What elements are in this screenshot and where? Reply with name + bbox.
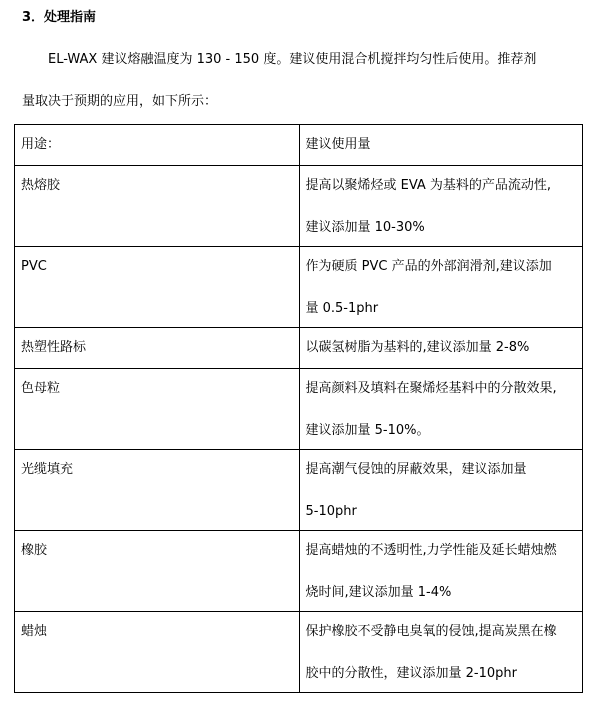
table-header-row: [15, 125, 583, 166]
amount-cell: [299, 166, 583, 247]
amount-line: 胶中的分散性，建议添加量 2-10phr: [305, 666, 517, 681]
amount-line: 量 0.5-1phr: [305, 301, 379, 316]
section-heading: 3．处理指南: [22, 10, 97, 25]
table-row: [15, 612, 583, 693]
use-cell: 橡胶: [15, 531, 300, 612]
intro-paragraph-line-1: EL-WAX 建议熔融温度为 130 - 150 度。建议使用混合机搅拌均匀性后使用。推荐剂: [48, 52, 537, 67]
header-cell-amount: 建议使用量: [299, 125, 583, 166]
amount-line: 提高蜡烛的不透明性,力学性能及延长蜡烛燃: [305, 543, 557, 558]
amount-cell: [299, 328, 583, 369]
amount-cell: [299, 531, 583, 612]
table-row: [15, 328, 583, 369]
table-row: [15, 450, 583, 531]
header-cell-use: 用途：: [15, 125, 300, 166]
amount-line: 以碳氢树脂为基料的,建议添加量 2-8%: [305, 340, 530, 355]
intro-paragraph-line-2: 量取决于预期的应用，如下所示：: [22, 94, 218, 109]
use-cell: PVC: [15, 247, 300, 328]
amount-line: 提高以聚烯烃或 EVA 为基料的产品流动性,: [305, 178, 552, 193]
amount-cell: [299, 369, 583, 450]
use-cell: 蜡烛: [15, 612, 300, 693]
table-row: [15, 166, 583, 247]
amount-line: 5-10phr: [305, 504, 357, 519]
amount-cell: [299, 450, 583, 531]
amount-line: 建议添加量 5-10%。: [305, 423, 430, 438]
amount-cell: [299, 247, 583, 328]
amount-cell: [299, 612, 583, 693]
use-cell: 热塑性路标: [15, 328, 300, 369]
amount-line: 烧时间,建议添加量 1-4%: [305, 585, 452, 600]
usage-table: [14, 124, 583, 693]
amount-line: 提高颜料及填料在聚烯烃基料中的分散效果,: [305, 381, 557, 396]
amount-line: 作为硬质 PVC 产品的外部润滑剂,建议添加: [305, 259, 552, 274]
amount-line: 保护橡胶不受静电臭氧的侵蚀,提高炭黑在橡: [305, 624, 557, 639]
amount-line: 建议添加量 10-30%: [305, 220, 425, 235]
use-cell: 光缆填充: [15, 450, 300, 531]
table-row: [15, 369, 583, 450]
use-cell: 热熔胶: [15, 166, 300, 247]
use-cell: 色母粒: [15, 369, 300, 450]
table-row: [15, 247, 583, 328]
table-row: [15, 531, 583, 612]
amount-line: 提高潮气侵蚀的屏蔽效果，建议添加量: [305, 462, 527, 477]
